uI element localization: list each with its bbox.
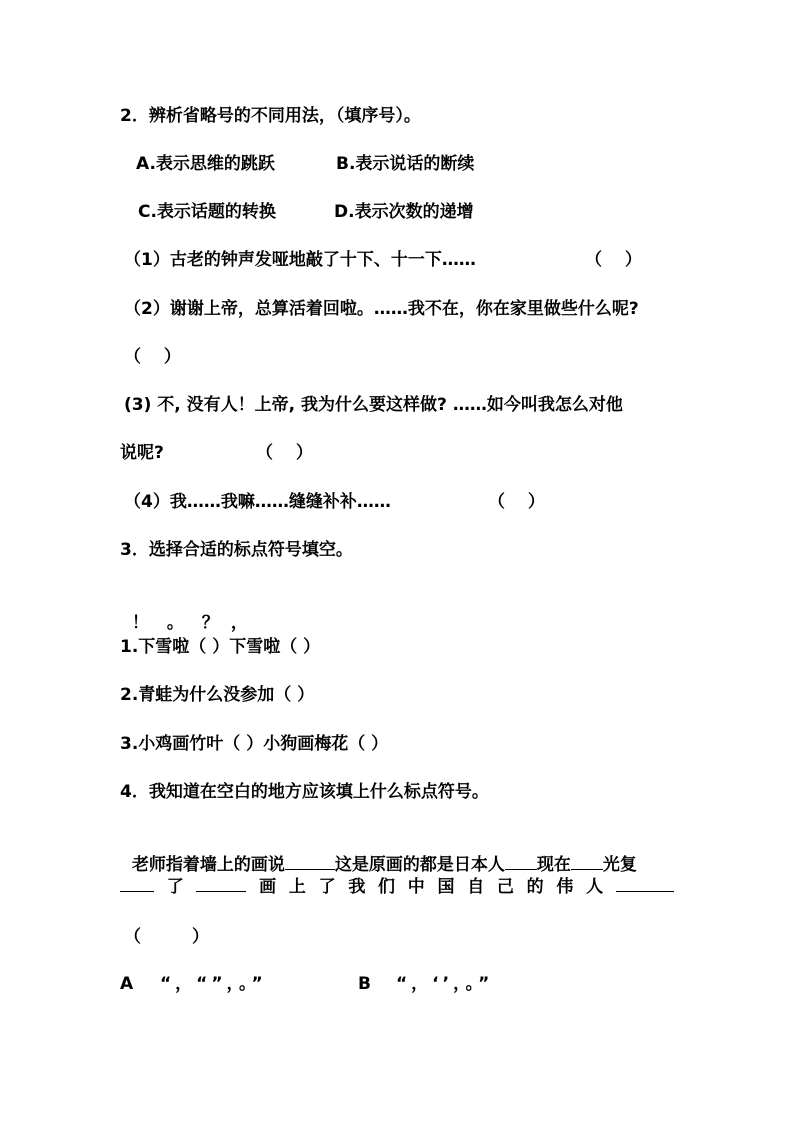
q4-char: 人 <box>586 877 604 897</box>
q2-item-1: （1）古老的钟声发哑地敲了十下、十一下…… <box>124 250 476 270</box>
q4-seg-1: 老师指着墙上的画说 <box>131 855 285 875</box>
q4-choice-b-label: B <box>358 974 371 994</box>
q2-option-a: A.表示思维的跳跃 <box>136 154 275 174</box>
q4-sentence-line-1 <box>120 829 637 877</box>
q2-item-2-answer: （ ） <box>124 347 181 367</box>
q2-item-3-cont: 说呢? <box>120 443 164 463</box>
q4-answer: （ ） <box>124 927 209 947</box>
q4-seg-2: 这是原画的都是日本人 <box>334 855 505 875</box>
q2-item-3-answer: （ ） <box>256 443 313 463</box>
q4-char: 我 <box>348 877 366 897</box>
fill-blank[interactable] <box>571 853 603 870</box>
q4-char: 上 <box>288 877 306 897</box>
q2-option-c: C.表示话题的转换 <box>138 202 276 222</box>
q4-choice-a-label: A <box>120 974 134 994</box>
q4-char: 画 <box>259 877 277 897</box>
q4-choice-b: “，‘’，。” <box>396 974 494 994</box>
q3-symbol: 。 <box>166 613 184 633</box>
q4-char: 的 <box>526 877 544 897</box>
q3-line-3: 3.小鸡画竹叶（ ）小狗画梅花（ ） <box>120 734 389 754</box>
q4-heading: 4．我知道在空白的地方应该填上什么标点符号。 <box>120 782 489 802</box>
q4-char: 了 <box>166 877 184 897</box>
fill-blank[interactable] <box>505 853 537 870</box>
q3-symbol: ， <box>230 613 248 633</box>
q3-line-1: 1.下雪啦（ ）下雪啦（ ） <box>120 637 321 657</box>
q2-item-4-answer: （ ） <box>488 492 545 512</box>
q3-symbol: ！ <box>131 613 149 633</box>
q4-char: 国 <box>437 877 455 897</box>
q4-char: 了 <box>318 877 336 897</box>
q2-option-b: B.表示说话的断续 <box>336 154 475 174</box>
fill-blank[interactable] <box>196 875 246 892</box>
q3-symbol: ？ <box>201 613 219 633</box>
q2-heading: 2．辨析省略号的不同用法，（填序号）。 <box>120 106 421 126</box>
q4-char: 自 <box>467 877 485 897</box>
q2-item-3: (3) 不, 没有人！上帝, 我为什么要这样做? ……如今叫我怎么对他 <box>124 395 623 415</box>
q4-char: 伟 <box>556 877 574 897</box>
q4-seg-4: 光复 <box>602 855 637 875</box>
fill-blank[interactable] <box>120 875 154 892</box>
q4-sentence-line-2 <box>120 875 674 899</box>
q3-heading: 3．选择合适的标点符号填空。 <box>120 540 353 560</box>
q4-seg-3: 现在 <box>536 855 571 875</box>
fill-blank[interactable] <box>616 875 674 892</box>
q2-item-1-answer: （ ） <box>585 250 642 270</box>
q4-char: 己 <box>496 877 514 897</box>
q2-option-d: D.表示次数的递增 <box>334 202 474 222</box>
fill-blank[interactable] <box>285 853 335 870</box>
q3-symbol-list <box>120 587 248 635</box>
q2-item-4: （4）我……我嘛……缝缝补补…… <box>124 492 391 512</box>
q4-choice-a: “，“”，。” <box>160 974 267 994</box>
q4-char: 们 <box>378 877 396 897</box>
q3-line-2: 2.青蛙为什么没参加（ ） <box>120 685 315 705</box>
q2-item-2: （2）谢谢上帝，总算活着回啦。……我不在，你在家里做些什么呢? <box>124 299 639 319</box>
q4-char: 中 <box>407 877 425 897</box>
